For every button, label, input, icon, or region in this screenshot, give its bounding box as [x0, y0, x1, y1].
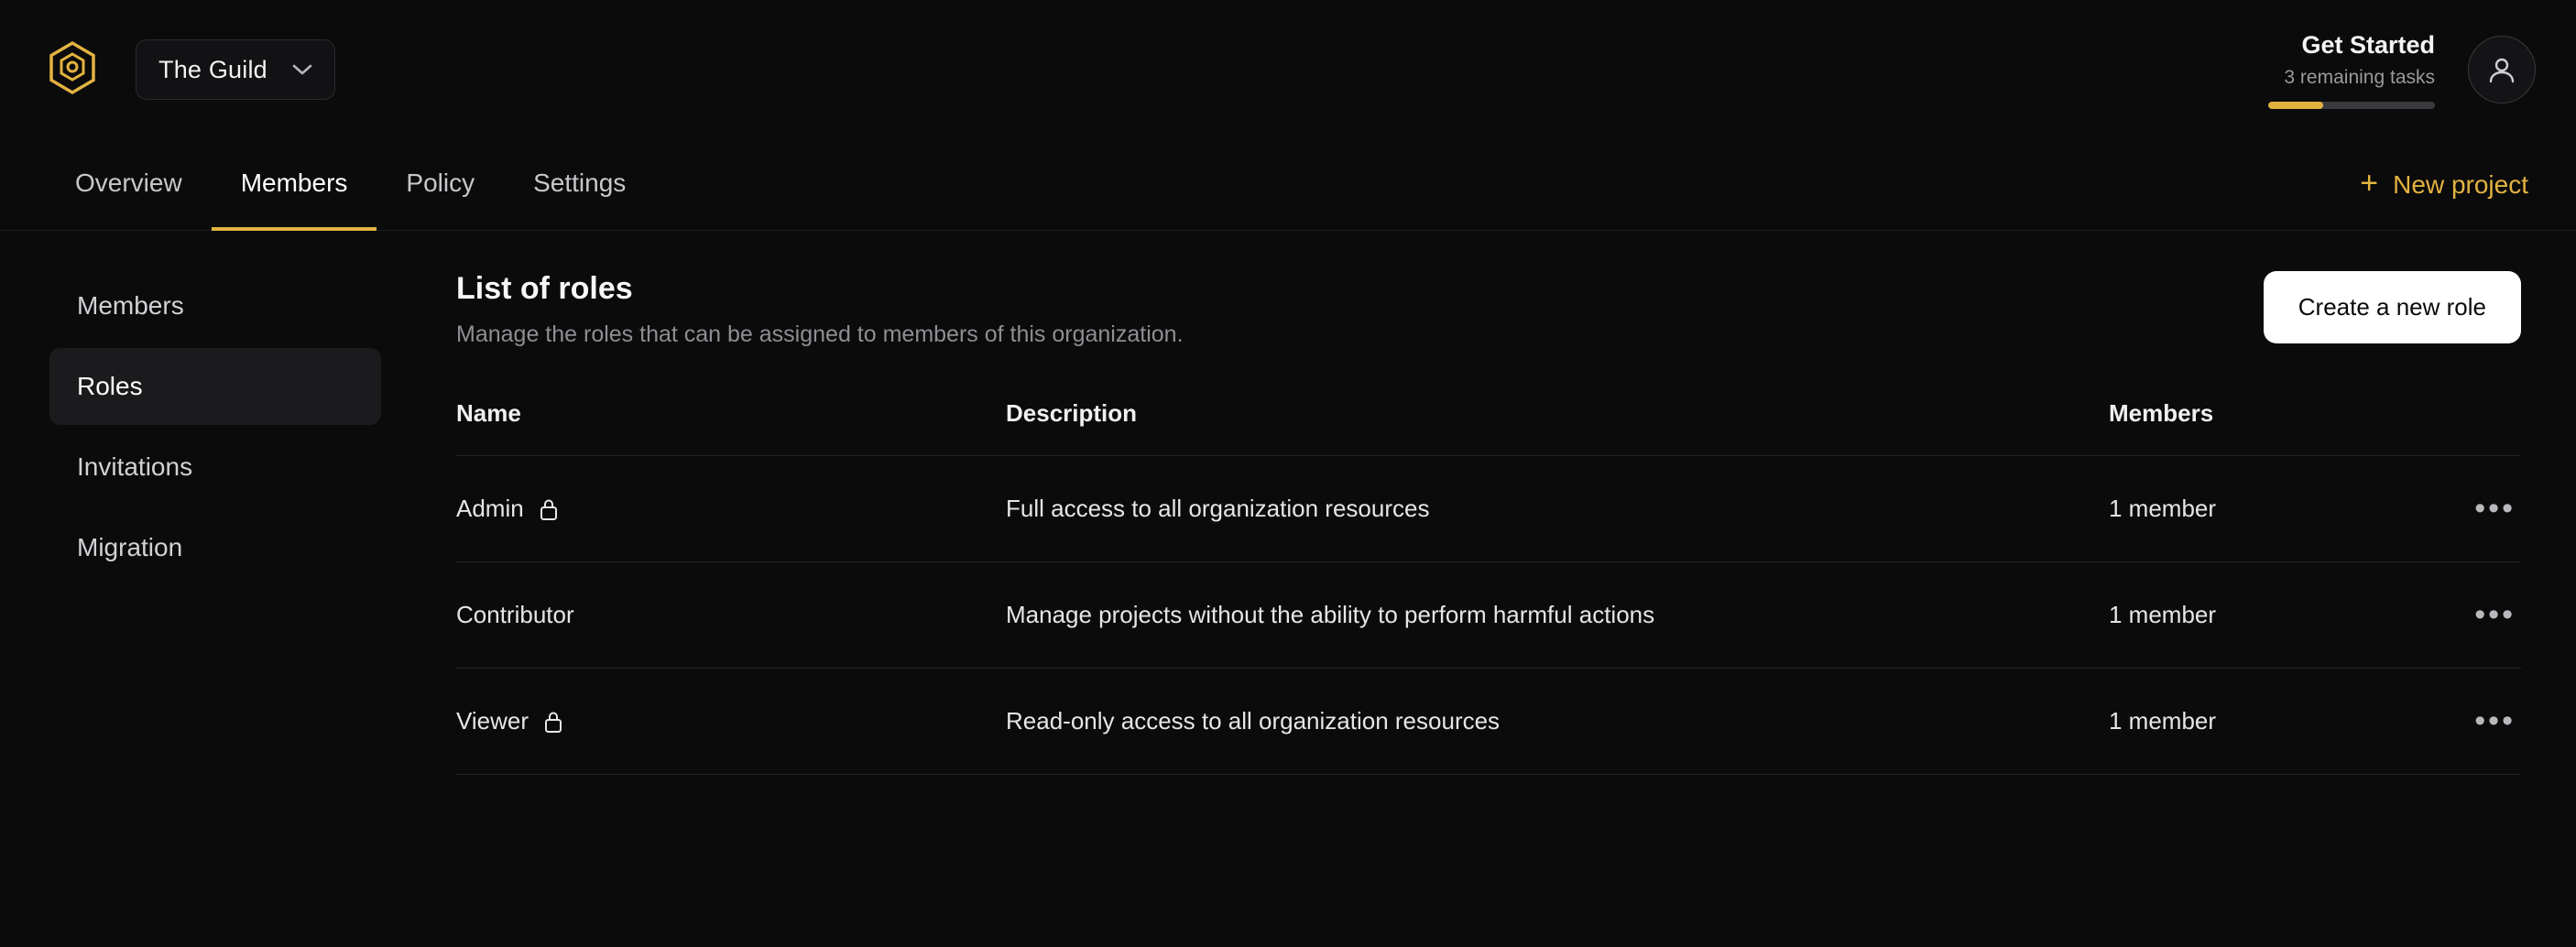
nav-spacer	[655, 139, 2360, 230]
role-name-cell	[456, 562, 1006, 669]
user-avatar-icon[interactable]	[2468, 36, 2536, 103]
org-switcher[interactable]	[136, 39, 335, 100]
more-options-icon[interactable]: •••	[2474, 703, 2516, 738]
role-description: Manage projects without the ability to perform harmful actions	[1006, 562, 2109, 669]
lock-icon	[543, 710, 563, 734]
table-header-row	[456, 399, 2521, 456]
column-header-actions	[2411, 399, 2521, 456]
more-options-icon[interactable]: •••	[2474, 491, 2516, 526]
sidebar-item-migration[interactable]: Migration	[77, 533, 183, 561]
role-member-count: 1 member	[2109, 669, 2411, 775]
tab-policy[interactable]: Policy	[406, 169, 475, 197]
role-actions-cell	[2411, 456, 2521, 562]
create-role-button[interactable]: Create a new role	[2264, 271, 2521, 343]
main-nav	[0, 139, 2576, 231]
new-project-button[interactable]	[2360, 139, 2536, 230]
role-description: Full access to all organization resources	[1006, 456, 2109, 562]
org-name: The Guild	[158, 55, 267, 83]
column-header-members: Members	[2109, 399, 2411, 456]
sidebar-item-invitations[interactable]: Invitations	[77, 452, 193, 481]
top-bar	[0, 0, 2576, 139]
tab-overview[interactable]: Overview	[75, 169, 182, 197]
role-actions-cell	[2411, 669, 2521, 775]
table-row	[456, 562, 2521, 669]
role-name: Admin	[456, 495, 524, 522]
get-started-progress-bar	[2268, 102, 2435, 109]
role-name: Viewer	[456, 707, 529, 735]
role-member-count: 1 member	[2109, 562, 2411, 669]
more-options-icon[interactable]: •••	[2474, 597, 2516, 632]
page-title: List of roles	[456, 271, 633, 306]
table-row	[456, 456, 2521, 562]
get-started-title: Get Started	[2301, 30, 2435, 59]
role-actions-cell	[2411, 562, 2521, 669]
get-started-subtitle: 3 remaining tasks	[2284, 66, 2435, 88]
hive-logo-icon[interactable]	[40, 38, 104, 102]
lock-icon	[539, 497, 559, 521]
role-member-count: 1 member	[2109, 456, 2411, 562]
content-header	[456, 271, 2521, 348]
sidebar-item-members[interactable]: Members	[77, 291, 184, 320]
table-row	[456, 669, 2521, 775]
new-project-label: New project	[2393, 169, 2528, 199]
get-started-widget[interactable]	[2268, 31, 2435, 109]
page-body	[0, 231, 2576, 947]
role-name-cell	[456, 456, 1006, 562]
column-header-description: Description	[1006, 399, 2109, 456]
content-header-text	[456, 271, 2264, 348]
tab-members[interactable]: Members	[212, 139, 377, 231]
page-subtitle: Manage the roles that can be assigned to members of this organization.	[456, 321, 1184, 347]
tab-settings[interactable]: Settings	[533, 169, 627, 197]
sidebar-item-roles[interactable]: Roles	[49, 348, 381, 425]
main-content	[431, 231, 2576, 947]
nav-tabs	[40, 139, 655, 230]
role-description: Read-only access to all organization resources	[1006, 669, 2109, 775]
column-header-name: Name	[456, 399, 1006, 456]
plus-icon: +	[2360, 166, 2379, 201]
chevron-down-icon	[292, 63, 312, 76]
get-started-progress-fill	[2268, 102, 2323, 109]
role-name-cell	[456, 669, 1006, 775]
roles-table-head	[456, 399, 2521, 456]
settings-sidebar	[0, 231, 431, 947]
roles-table	[456, 399, 2521, 775]
role-name: Contributor	[456, 601, 574, 628]
roles-table-body	[456, 456, 2521, 775]
